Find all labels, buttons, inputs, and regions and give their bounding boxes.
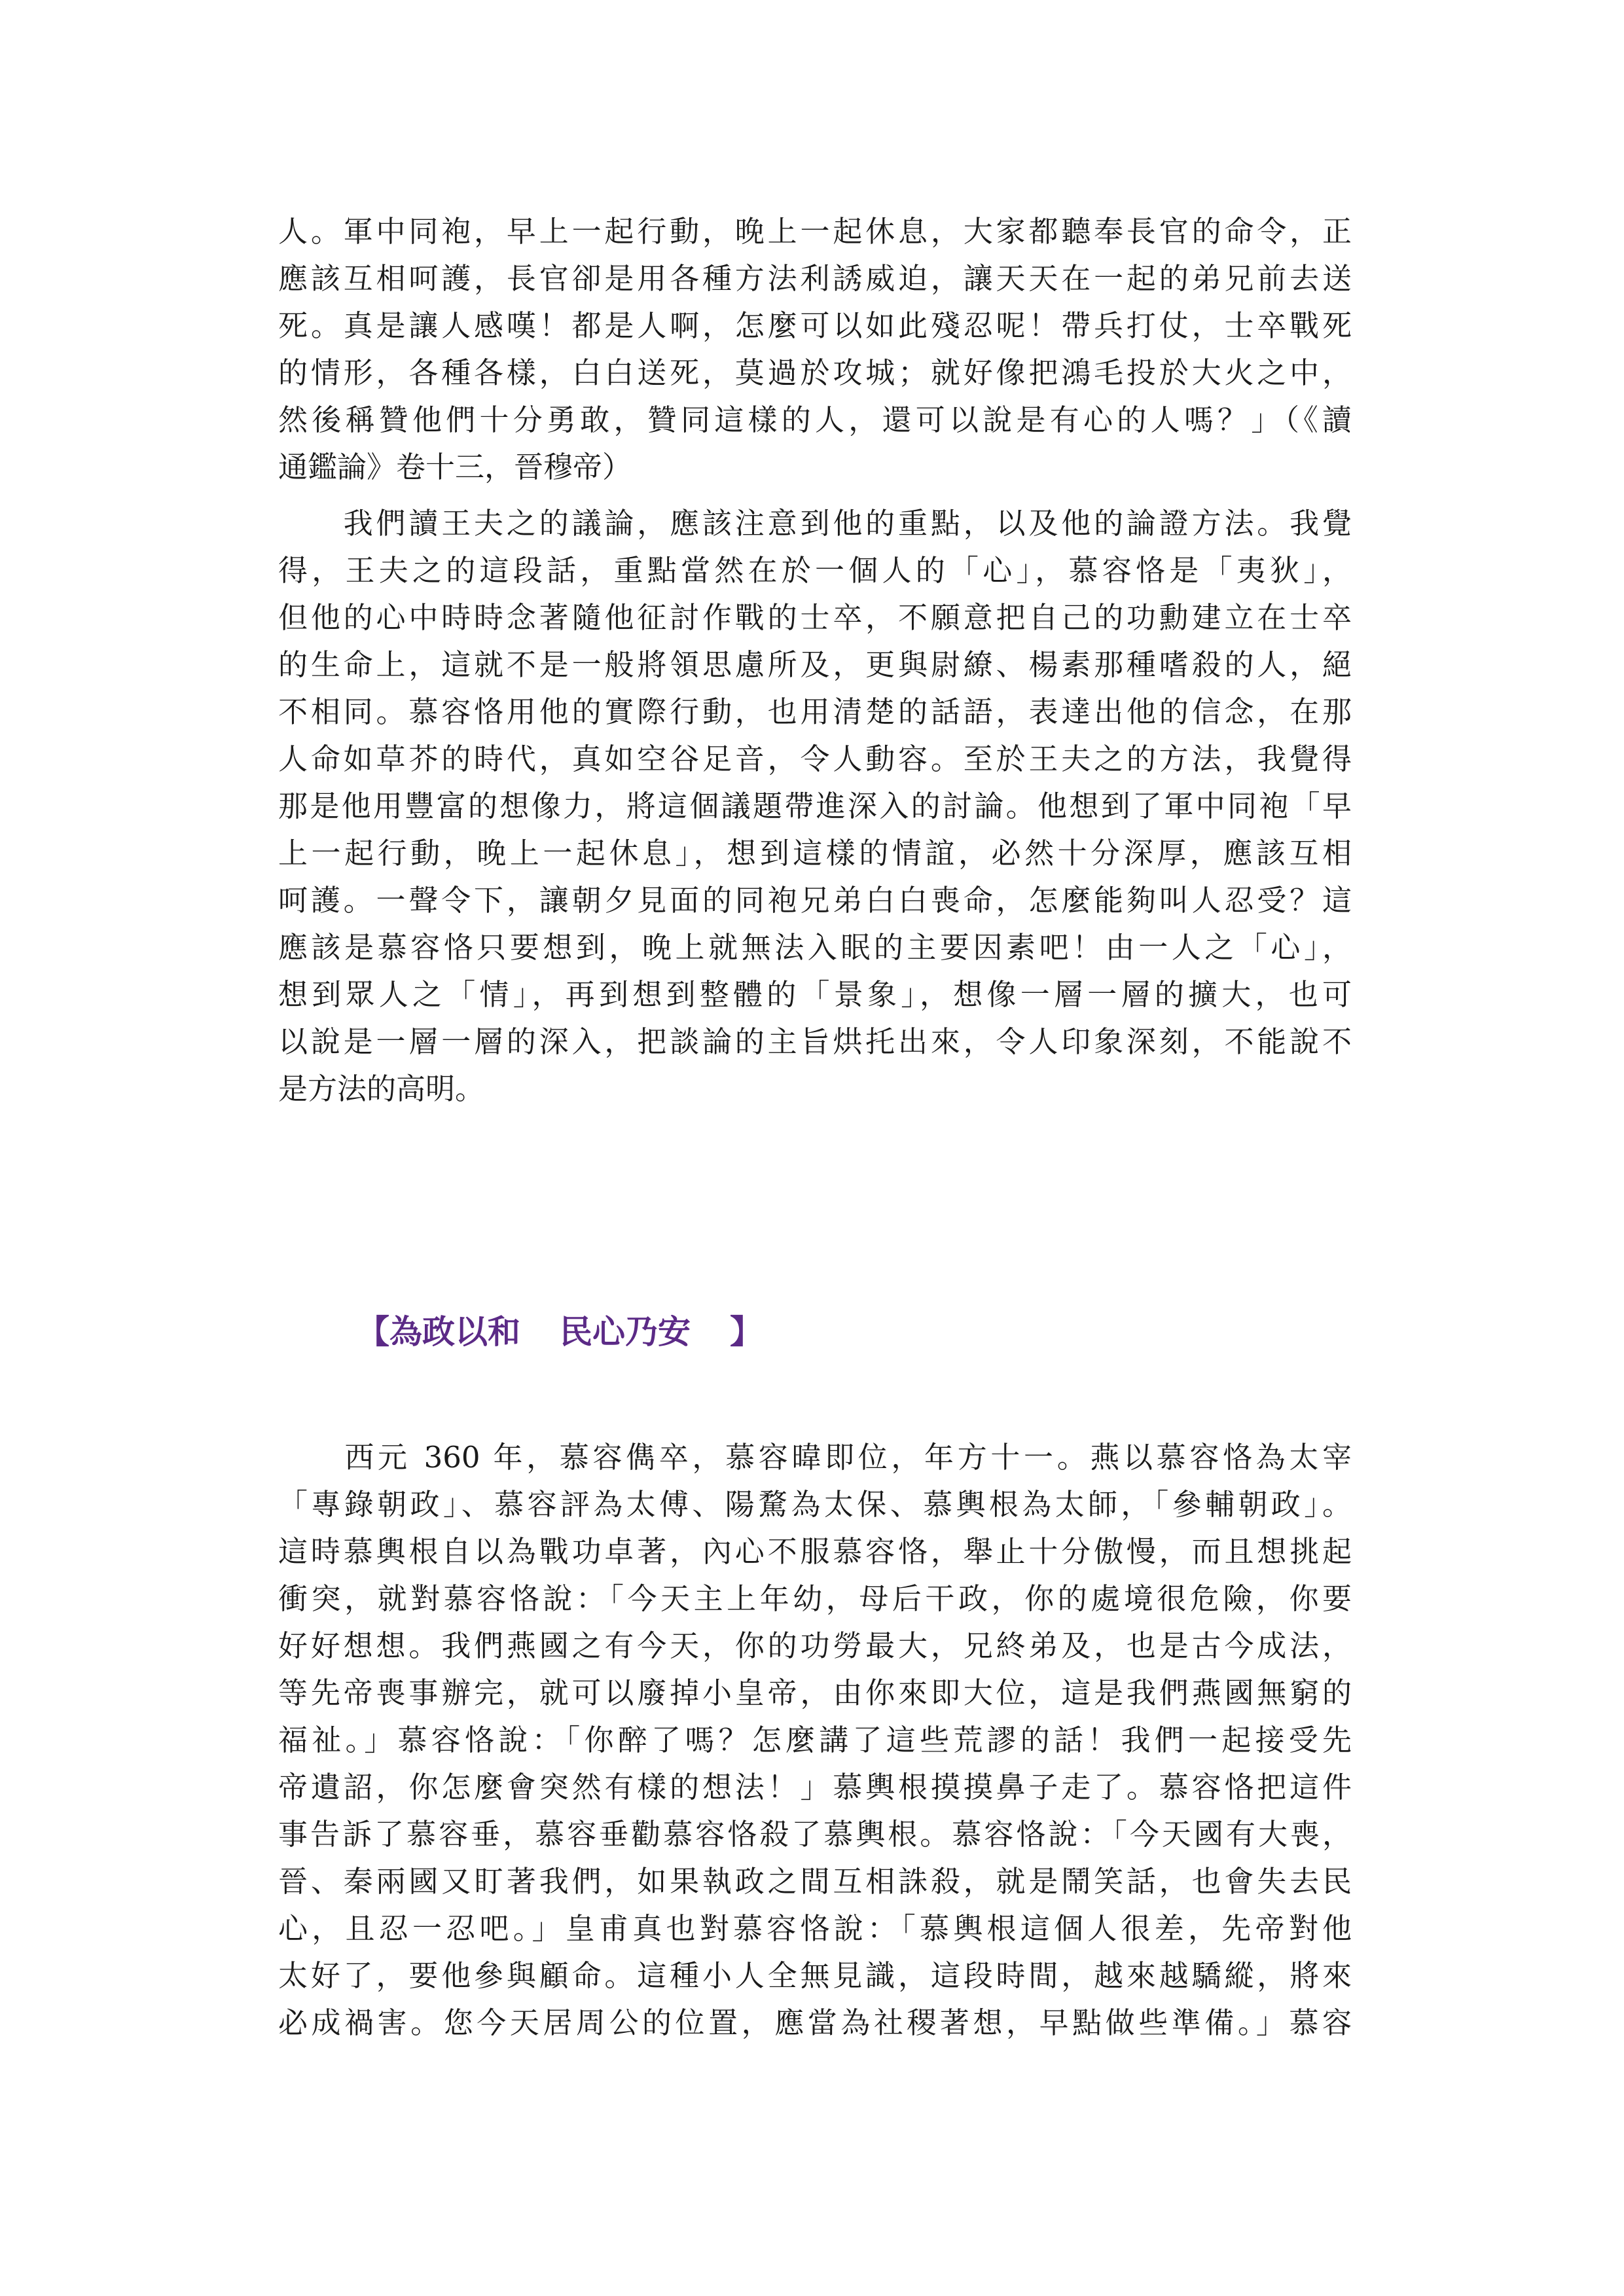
section-heading-open: 【為政以和 bbox=[357, 1312, 520, 1351]
paragraph-3-line-1: 西元 360 年，慕容儁卒，慕容暐即位，年方十一。燕以慕容恪為太宰 bbox=[278, 1440, 1352, 1475]
paragraph-2-line-10: 應該是慕容恪只要想到，晚上就無法入眠的主要因素吧！由一人之「心」， bbox=[278, 930, 1352, 965]
paragraph-3-line-2: 「專錄朝政」、慕容評為太傅、陽騖為太保、慕輿根為太師，「參輔朝政」。 bbox=[278, 1487, 1352, 1522]
paragraph-3-line-11: 心，且忍一忍吧。」皇甫真也對慕容恪說：「慕輿根這個人很差，先帝對他 bbox=[278, 1911, 1352, 1946]
paragraph-2-line-7: 那是他用豐富的想像力，將這個議題帶進深入的討論。他想到了軍中同袍「早 bbox=[278, 789, 1352, 823]
paragraph-1-line-2: 應該互相呵護，長官卻是用各種方法利誘威迫，讓天天在一起的弟兄前去送 bbox=[278, 261, 1352, 296]
paragraph-2-line-5: 不相同。慕容恪用他的實際行動，也用清楚的話語，表達出他的信念，在那 bbox=[278, 694, 1352, 729]
paragraph-3-line-6: 等先帝喪事辦完，就可以廢掉小皇帝，由你來即大位，這是我們燕國無窮的 bbox=[278, 1676, 1352, 1710]
paragraph-1-line-3: 死。真是讓人感嘆！都是人啊，怎麼可以如此殘忍呢！帶兵打仗，士卒戰死 bbox=[278, 308, 1352, 343]
paragraph-1-line-4: 的情形，各種各樣，白白送死，莫過於攻城；就好像把鴻毛投於大火之中， bbox=[278, 355, 1352, 390]
paragraph-1-line-6: 通鑑論》卷十三，晉穆帝） bbox=[278, 450, 632, 484]
paragraph-1-line-5: 然後稱贊他們十分勇敢，贊同這樣的人，還可以說是有心的人嗎？」（《讀 bbox=[278, 403, 1352, 437]
paragraph-2-line-3: 但他的心中時時念著隨他征討作戰的士卒，不願意把自己的功勳建立在士卒 bbox=[278, 600, 1352, 635]
paragraph-3-line-7: 福祉。」慕容恪說：「你醉了嗎？怎麼講了這些荒謬的話！我們一起接受先 bbox=[278, 1723, 1352, 1757]
paragraph-3-line-12: 太好了，要他參與顧命。這種小人全無見識，這段時間，越來越驕縱，將來 bbox=[278, 1958, 1352, 1993]
paragraph-2-line-4: 的生命上，這就不是一般將領思慮所及，更與尉繚、楊素那種嗜殺的人，絕 bbox=[278, 647, 1352, 682]
paragraph-2-line-2: 得，王夫之的這段話，重點當然在於一個人的「心」，慕容恪是「夷狄」， bbox=[278, 553, 1352, 588]
paragraph-3-line-10: 晉、秦兩國又盯著我們，如果執政之間互相誅殺，就是鬧笑話，也會失去民 bbox=[278, 1864, 1352, 1899]
paragraph-2-line-9: 呵護。一聲令下，讓朝夕見面的同袍兄弟白白喪命，怎麼能夠叫人忍受？這 bbox=[278, 883, 1352, 918]
paragraph-2-line-12: 以說是一層一層的深入，把談論的主旨烘托出來，令人印象深刻，不能說不 bbox=[278, 1024, 1352, 1059]
paragraph-3-line-9: 事告訴了慕容垂，慕容垂勸慕容恪殺了慕輿根。慕容恪說：「今天國有大喪， bbox=[278, 1817, 1352, 1852]
paragraph-3-line-3: 這時慕輿根自以為戰功卓著，內心不服慕容恪，舉止十分傲慢，而且想挑起 bbox=[278, 1534, 1352, 1569]
paragraph-3-line-4: 衝突，就對慕容恪說：「今天主上年幼，母后干政，你的處境很危險，你要 bbox=[278, 1581, 1352, 1616]
paragraph-2-line-6: 人命如草芥的時代，真如空谷足音，令人動容。至於王夫之的方法，我覺得 bbox=[278, 742, 1352, 776]
section-heading-close: 】 bbox=[730, 1312, 763, 1351]
paragraph-3-line-13: 必成禍害。您今天居周公的位置，應當為社稷著想，早點做些準備。」慕容 bbox=[278, 2005, 1352, 2040]
paragraph-1-line-1: 人。軍中同袍，早上一起行動，晚上一起休息，大家都聽奉長官的命令，正 bbox=[278, 214, 1352, 249]
paragraph-2-line-11: 想到眾人之「情」，再到想到整體的「景象」，想像一層一層的擴大，也可 bbox=[278, 977, 1352, 1012]
paragraph-2-line-13: 是方法的高明。 bbox=[278, 1071, 485, 1106]
paragraph-2-line-1: 我們讀王夫之的議論，應該注意到他的重點，以及他的論證方法。我覺 bbox=[278, 506, 1352, 541]
section-heading bbox=[357, 1306, 763, 1358]
section-heading-middle: 民心乃安 bbox=[560, 1312, 691, 1351]
paragraph-2-line-8: 上一起行動，晚上一起休息」，想到這樣的情誼，必然十分深厚，應該互相 bbox=[278, 836, 1352, 870]
paragraph-3-line-8: 帝遺詔，你怎麼會突然有樣的想法！」慕輿根摸摸鼻子走了。慕容恪把這件 bbox=[278, 1770, 1352, 1804]
paragraph-3-line-5: 好好想想。我們燕國之有今天，你的功勞最大，兄終弟及，也是古今成法， bbox=[278, 1628, 1352, 1663]
